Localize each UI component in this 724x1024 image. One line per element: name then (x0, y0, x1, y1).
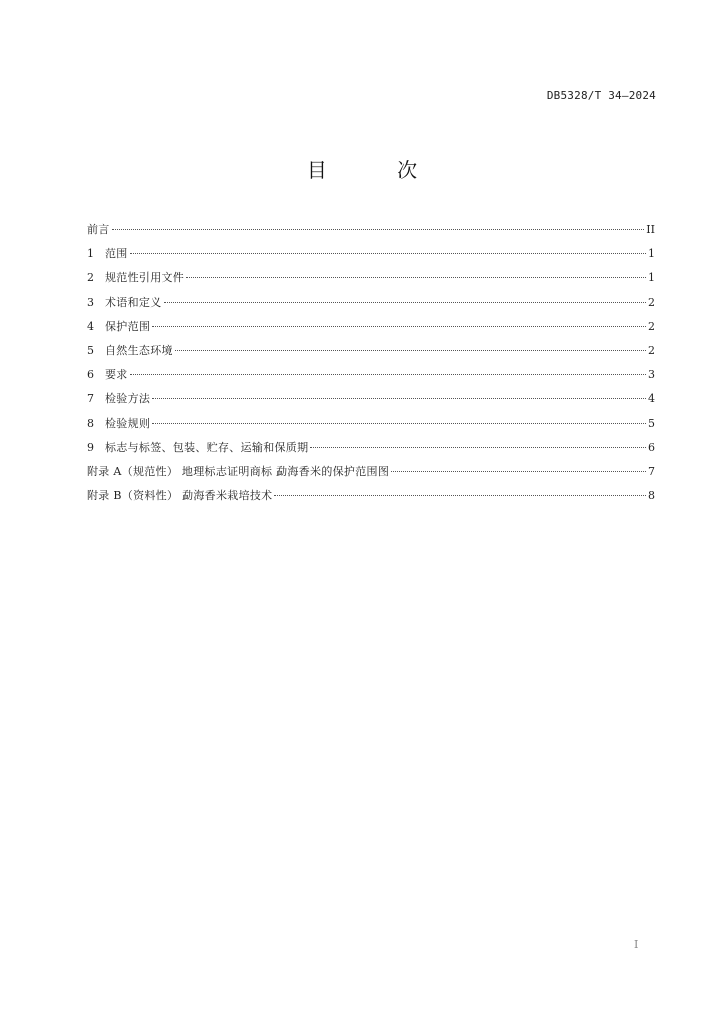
toc-item-page: 2 (648, 295, 655, 309)
toc-item-9[interactable] (87, 436, 655, 460)
toc-item-page: 7 (648, 464, 655, 478)
toc-item-number: 4 (87, 319, 94, 333)
toc-item-4[interactable] (87, 315, 655, 339)
toc-item-3[interactable] (87, 291, 655, 315)
toc-item-label: 检验方法 (105, 392, 151, 406)
toc-leader-dots (186, 277, 646, 278)
toc-item-preface[interactable] (87, 218, 655, 242)
toc-item-page: 8 (648, 489, 655, 503)
toc-item-label: 术语和定义 (105, 295, 162, 309)
toc-item-appendix-b[interactable] (87, 484, 655, 508)
toc-leader-dots (310, 447, 646, 448)
toc-item-6[interactable] (87, 363, 655, 387)
toc-item-number: 3 (87, 295, 94, 309)
toc-item-label: 检验规则 (105, 416, 151, 430)
toc-leader-dots (130, 374, 646, 375)
toc-item-page: 2 (648, 319, 655, 333)
toc-item-number: 7 (87, 392, 94, 406)
toc-leader-dots (175, 350, 646, 351)
toc-item-5[interactable] (87, 339, 655, 363)
toc-item-page: 1 (648, 271, 655, 285)
toc-item-number: 9 (87, 440, 94, 454)
toc-item-number: 6 (87, 368, 94, 382)
toc-item-7[interactable] (87, 387, 655, 411)
toc-item-label: 自然生态环境 (105, 343, 173, 357)
toc-leader-dots (130, 253, 646, 254)
toc-item-number: 5 (87, 343, 94, 357)
page-number: I (634, 938, 639, 951)
toc-item-number: 1 (87, 247, 94, 261)
toc-item-label: 范围 (105, 247, 128, 261)
toc-item-appendix-a[interactable] (87, 460, 655, 484)
toc-item-number: 2 (87, 271, 94, 285)
toc-item-page: 1 (648, 247, 655, 261)
toc-item-label: 标志与标签、包装、贮存、运输和保质期 (105, 440, 309, 454)
toc-leader-dots (112, 229, 645, 230)
toc-leader-dots (152, 423, 646, 424)
toc-item-label: 附录 B（资料性） 勐海香米栽培技术 (87, 489, 273, 503)
toc-item-number: 8 (87, 416, 94, 430)
toc-leader-dots (391, 471, 646, 472)
toc-item-page: 5 (648, 416, 655, 430)
toc-leader-dots (164, 302, 647, 303)
toc-item-label: 要求 (105, 368, 128, 382)
toc-leader-dots (152, 398, 646, 399)
toc-leader-dots (152, 326, 646, 327)
toc-item-8[interactable] (87, 412, 655, 436)
toc-title: 目 次 (306, 158, 450, 182)
toc-item-page: 3 (648, 368, 655, 382)
document-code: DB5328/T 34—2024 (546, 89, 656, 102)
toc-item-page: 6 (648, 440, 655, 454)
toc-item-label: 前言 (87, 223, 110, 236)
toc-item-page: 4 (648, 392, 655, 406)
toc-item-label: 规范性引用文件 (105, 271, 185, 285)
toc-item-2[interactable] (87, 266, 655, 290)
toc-leader-dots (274, 495, 646, 496)
table-of-contents (87, 218, 655, 508)
toc-item-page: 2 (648, 343, 655, 357)
toc-item-label: 附录 A（规范性） 地理标志证明商标 勐海香米的保护范围图 (87, 464, 390, 478)
toc-item-label: 保护范围 (105, 319, 151, 333)
toc-item-1[interactable] (87, 242, 655, 266)
toc-item-page: II (646, 223, 655, 236)
